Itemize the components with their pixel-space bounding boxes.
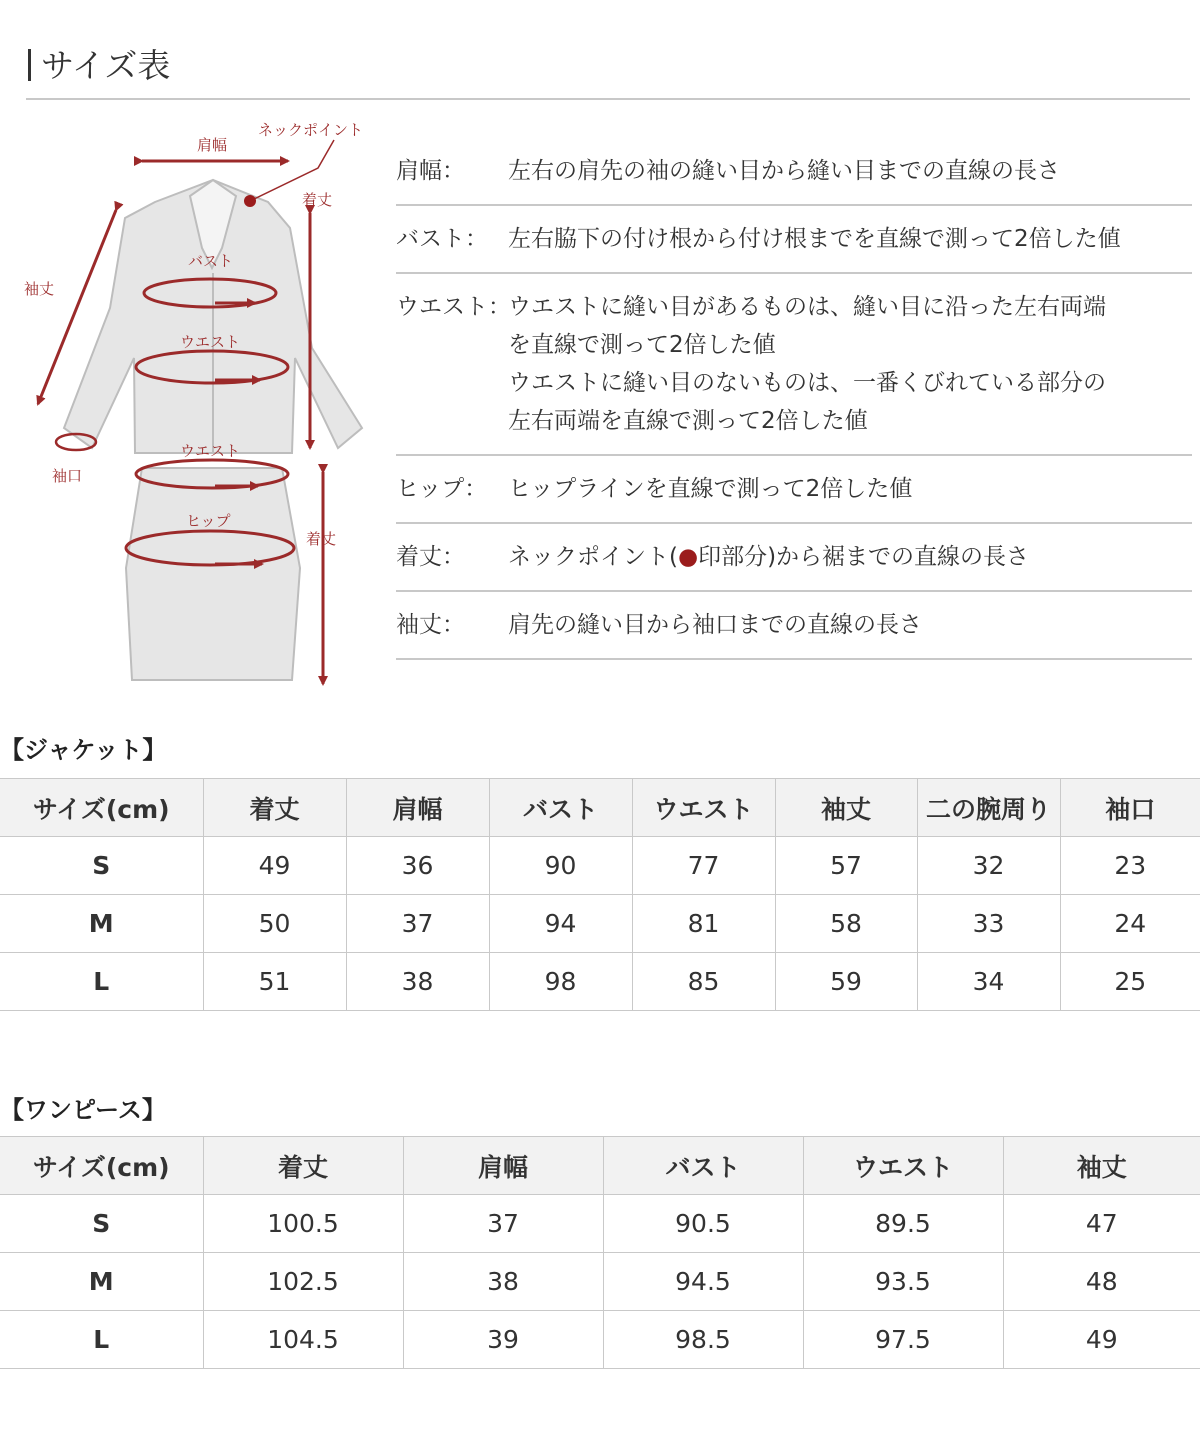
definition-term: ウエスト： xyxy=(396,294,511,320)
definition-term: 肩幅： xyxy=(396,158,465,184)
dress-size-table xyxy=(0,1136,1200,1369)
table-row xyxy=(0,953,1200,1011)
label-jacket-length: 着丈 xyxy=(302,191,333,209)
table-cell: 49 xyxy=(1003,1311,1200,1369)
size-cell: L xyxy=(0,953,203,1011)
column-header: 二の腕周り xyxy=(917,779,1060,837)
table-cell: 37 xyxy=(403,1195,603,1253)
definition-term: ヒップ： xyxy=(396,476,488,502)
definition-term: バスト： xyxy=(396,226,488,252)
label-skirt-waist: ウエスト xyxy=(180,442,241,460)
table-cell: 33 xyxy=(917,895,1060,953)
table-cell: 57 xyxy=(775,837,917,895)
table-cell: 94.5 xyxy=(603,1253,803,1311)
dress-table-title: 【ワンピース】 xyxy=(0,1096,166,1124)
size-cell: S xyxy=(0,837,203,895)
table-row xyxy=(0,1195,1200,1253)
definition-desc: 左右脇下の付け根から付け根までを直線で測って2倍した値 xyxy=(508,226,1121,252)
table-cell: 23 xyxy=(1060,837,1200,895)
table-cell: 98.5 xyxy=(603,1311,803,1369)
column-header: 肩幅 xyxy=(403,1137,603,1195)
label-hip: ヒップ xyxy=(186,512,231,530)
column-header: 着丈 xyxy=(203,1137,403,1195)
label-jacket-waist: ウエスト xyxy=(180,333,241,351)
table-cell: 38 xyxy=(403,1253,603,1311)
definition-desc-before: ネックポイント( xyxy=(508,544,678,570)
column-header: サイズ(cm) xyxy=(0,779,203,837)
table-header-row xyxy=(0,1137,1200,1195)
table-cell: 51 xyxy=(203,953,346,1011)
definition-term: 着丈： xyxy=(396,544,465,570)
table-header-row xyxy=(0,779,1200,837)
page-title xyxy=(28,44,170,88)
definition-term: 袖丈： xyxy=(396,612,465,638)
definition-length xyxy=(396,524,1192,592)
table-cell: 32 xyxy=(917,837,1060,895)
size-cell: S xyxy=(0,1195,203,1253)
column-header: バスト xyxy=(489,779,632,837)
table-row xyxy=(0,1311,1200,1369)
definition-shoulder xyxy=(396,138,1192,206)
heading-divider xyxy=(26,98,1190,100)
table-cell: 49 xyxy=(203,837,346,895)
table-row xyxy=(0,895,1200,953)
label-bust: バスト xyxy=(188,252,234,270)
table-cell: 89.5 xyxy=(803,1195,1003,1253)
measurement-diagram xyxy=(0,108,390,688)
definition-hip xyxy=(396,456,1192,524)
column-header: 肩幅 xyxy=(346,779,489,837)
label-skirt-length: 着丈 xyxy=(306,530,337,548)
table-cell: 90.5 xyxy=(603,1195,803,1253)
table-cell: 48 xyxy=(1003,1253,1200,1311)
table-cell: 39 xyxy=(403,1311,603,1369)
table-cell: 36 xyxy=(346,837,489,895)
label-neck-point: ネックポイント xyxy=(258,121,364,139)
table-row xyxy=(0,837,1200,895)
definition-desc: ヒップラインを直線で測って2倍した値 xyxy=(508,476,913,502)
table-cell: 104.5 xyxy=(203,1311,403,1369)
table-cell: 58 xyxy=(775,895,917,953)
table-cell: 93.5 xyxy=(803,1253,1003,1311)
column-header: サイズ(cm) xyxy=(0,1137,203,1195)
table-cell: 38 xyxy=(346,953,489,1011)
neck-point-dot xyxy=(244,195,256,207)
column-header: 着丈 xyxy=(203,779,346,837)
column-header: バスト xyxy=(603,1137,803,1195)
table-cell: 34 xyxy=(917,953,1060,1011)
table-cell: 102.5 xyxy=(203,1253,403,1311)
skirt-illustration xyxy=(126,468,300,680)
column-header: 袖口 xyxy=(1060,779,1200,837)
definition-waist xyxy=(396,274,1192,456)
column-header: 袖丈 xyxy=(1003,1137,1200,1195)
definition-desc: ウエストに縫い目があるものは、縫い目に沿った左右両端 を直線で測って2倍した値 ウエストに縫い目のないものは、一番くびれている部分の 左右両端を直線で測って2倍した値 xyxy=(508,294,1106,434)
table-cell: 85 xyxy=(632,953,775,1011)
definition-desc: 左右の肩先の袖の縫い目から縫い目までの直線の長さ xyxy=(508,158,1060,184)
table-cell: 25 xyxy=(1060,953,1200,1011)
definition-sleeve xyxy=(396,592,1192,660)
table-cell: 47 xyxy=(1003,1195,1200,1253)
jacket-table-title: 【ジャケット】 xyxy=(0,736,167,764)
table-cell: 94 xyxy=(489,895,632,953)
table-cell: 98 xyxy=(489,953,632,1011)
page-title-text: サイズ表 xyxy=(41,46,171,85)
label-sleeve-length: 袖丈 xyxy=(24,280,55,298)
table-cell: 97.5 xyxy=(803,1311,1003,1369)
definition-desc-after: 印部分)から裾までの直線の長さ xyxy=(698,544,1030,570)
table-cell: 37 xyxy=(346,895,489,953)
table-row xyxy=(0,1253,1200,1311)
table-cell: 81 xyxy=(632,895,775,953)
table-cell: 77 xyxy=(632,837,775,895)
table-cell: 59 xyxy=(775,953,917,1011)
size-cell: L xyxy=(0,1311,203,1369)
column-header: 袖丈 xyxy=(775,779,917,837)
definition-desc xyxy=(508,538,1192,576)
column-header: ウエスト xyxy=(803,1137,1003,1195)
table-cell: 90 xyxy=(489,837,632,895)
table-cell: 24 xyxy=(1060,895,1200,953)
size-cell: M xyxy=(0,1253,203,1311)
measurement-definitions xyxy=(396,138,1192,660)
neck-point-mark: ● xyxy=(677,544,699,570)
definition-desc: 肩先の縫い目から袖口までの直線の長さ xyxy=(508,612,922,638)
table-cell: 100.5 xyxy=(203,1195,403,1253)
definition-bust xyxy=(396,206,1192,274)
label-cuff: 袖口 xyxy=(52,467,83,485)
jacket-size-table xyxy=(0,778,1200,1011)
label-shoulder-width: 肩幅 xyxy=(197,136,228,154)
title-bar xyxy=(28,49,31,81)
table-cell: 50 xyxy=(203,895,346,953)
column-header: ウエスト xyxy=(632,779,775,837)
size-cell: M xyxy=(0,895,203,953)
